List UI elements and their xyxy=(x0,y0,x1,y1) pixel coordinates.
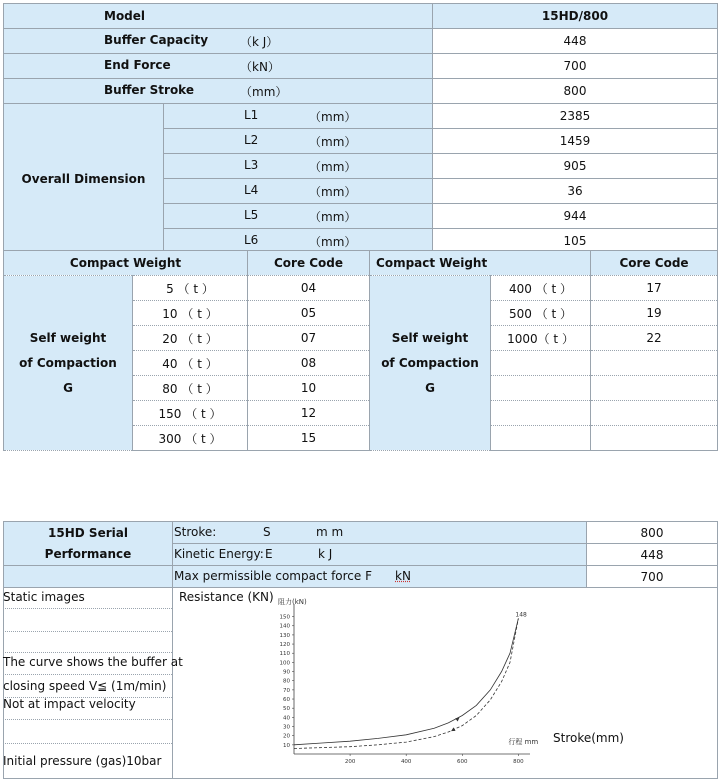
note-rule xyxy=(3,652,172,654)
weight-cell: 1000（ t ） xyxy=(491,326,591,351)
overall-dimension-label: Overall Dimension xyxy=(4,104,164,254)
dim-l2-label: L2 （mm） xyxy=(164,129,433,154)
dim-l3-value: 905 xyxy=(433,154,718,179)
x-tick-label: 600 xyxy=(457,759,468,765)
weight-cell xyxy=(491,376,591,401)
dim-l6-value: 105 xyxy=(433,229,718,254)
y-tick-label: 120 xyxy=(279,642,290,649)
code-cell-empty xyxy=(591,426,718,451)
arrow-down-icon xyxy=(450,727,455,732)
code-cell xyxy=(591,351,718,376)
weight-cell: 40 （ t ） xyxy=(133,351,248,376)
model-label: Model xyxy=(4,4,433,29)
y-tick-label: 40 xyxy=(283,715,290,722)
chart-xlabel: 行程 mm xyxy=(508,738,539,746)
buffer-capacity-label: Buffer Capacity （k J） xyxy=(4,29,433,54)
code-cell: 19 xyxy=(591,301,718,326)
weight-cell xyxy=(491,401,591,426)
note-rule xyxy=(3,674,172,676)
note-curve: The curve shows the buffer at xyxy=(3,655,183,669)
note-rule xyxy=(3,608,172,610)
y-tick-label: 130 xyxy=(279,632,290,639)
self-weight-label-left: Self weight of Compaction G xyxy=(4,276,133,451)
y-tick-label: 110 xyxy=(279,651,290,658)
y-tick-label: 50 xyxy=(283,706,290,713)
code-cell: 07 xyxy=(248,326,370,351)
end-force-label: End Force （kN） xyxy=(4,54,433,79)
energy-row: Kinetic Energy: E k J xyxy=(173,544,587,566)
chart-ticks xyxy=(280,615,525,765)
note-rule xyxy=(3,719,172,721)
chart-ylabel: 阻力(kN) xyxy=(278,598,307,606)
buffer-capacity-value: 448 xyxy=(433,29,718,54)
note-velocity: Not at impact velocity xyxy=(3,697,136,711)
energy-value: 448 xyxy=(587,544,718,566)
y-tick-label: 100 xyxy=(279,660,290,667)
note-pressure: Initial pressure (gas)10bar xyxy=(3,754,162,768)
y-tick-label: 90 xyxy=(283,669,290,676)
code-cell: 04 xyxy=(248,276,370,301)
y-tick-label: 70 xyxy=(283,687,290,694)
dim-l5-label: L5 （mm） xyxy=(164,204,433,229)
dim-l6-label: L6 （mm） xyxy=(164,229,433,254)
force-value: 700 xyxy=(587,566,718,588)
dim-l1-label: L1 （mm） xyxy=(164,104,433,129)
buffer-stroke-label: Buffer Stroke （mm） xyxy=(4,79,433,104)
return-curve xyxy=(294,618,518,748)
weight-cell: 150 （ t ） xyxy=(133,401,248,426)
note-rule xyxy=(3,743,172,745)
weight-cell: 5 （ t ） xyxy=(133,276,248,301)
code-cell xyxy=(591,376,718,401)
weight-cell: 400 （ t ） xyxy=(491,276,591,301)
code-cell: 12 xyxy=(248,401,370,426)
code-cell xyxy=(591,401,718,426)
static-images-label: Static images xyxy=(3,590,85,604)
code-cell: 17 xyxy=(591,276,718,301)
dim-l1-value: 2385 xyxy=(433,104,718,129)
x-tick-label: 400 xyxy=(400,759,412,765)
x-tick-label: 200 xyxy=(344,759,356,765)
buffer-stroke-value: 800 xyxy=(433,79,718,104)
weight-cell: 20 （ t ） xyxy=(133,326,248,351)
chart-series xyxy=(294,618,518,748)
force-spacer xyxy=(4,566,173,588)
weight-cell-empty xyxy=(491,426,591,451)
compact-weight-header-right: Compact Weight xyxy=(370,251,591,276)
core-code-header-left: Core Code xyxy=(248,251,370,276)
code-cell: 10 xyxy=(248,376,370,401)
weight-cell: 300 （ t ） xyxy=(133,426,248,451)
serial-label: 15HD Serial Performance xyxy=(4,522,173,566)
code-cell: 22 xyxy=(591,326,718,351)
resistance-stroke-chart xyxy=(274,594,540,774)
weight-cell: 80 （ t ） xyxy=(133,376,248,401)
dim-l4-label: L4 （mm） xyxy=(164,179,433,204)
code-cell: 08 xyxy=(248,351,370,376)
y-tick-label: 140 xyxy=(279,623,290,630)
chart-axes xyxy=(294,604,530,754)
x-tick-label: 800 xyxy=(513,759,524,765)
y-tick-label: 30 xyxy=(283,724,290,731)
code-cell: 15 xyxy=(248,426,370,451)
y-tick-label: 20 xyxy=(283,733,290,740)
end-force-value: 700 xyxy=(433,54,718,79)
y-tick-label: 10 xyxy=(283,742,290,749)
y-tick-label: 150 xyxy=(279,614,290,621)
weight-cell xyxy=(491,351,591,376)
dim-l5-value: 944 xyxy=(433,204,718,229)
note-rule xyxy=(3,631,172,633)
stroke-value: 800 xyxy=(587,522,718,544)
code-cell: 05 xyxy=(248,301,370,326)
weight-cell: 500 （ t ） xyxy=(491,301,591,326)
model-value: 15HD/800 xyxy=(433,4,718,29)
compact-weight-header-left: Compact Weight xyxy=(4,251,248,276)
resistance-label: Resistance (KN) xyxy=(179,590,274,604)
dim-l2-value: 1459 xyxy=(433,129,718,154)
spec-table xyxy=(3,3,718,254)
y-tick-label: 80 xyxy=(283,678,290,685)
dim-l3-label: L3 （mm） xyxy=(164,154,433,179)
stroke-axis-label: Stroke(mm) xyxy=(553,731,624,745)
compression-curve xyxy=(294,618,518,744)
core-code-header-right: Core Code xyxy=(591,251,718,276)
stroke-row: Stroke: S m m xyxy=(173,522,587,544)
chart-peak-label: 148 xyxy=(515,611,527,619)
weight-table xyxy=(3,250,718,451)
dim-l4-value: 36 xyxy=(433,179,718,204)
y-tick-label: 60 xyxy=(283,697,290,704)
note-speed: closing speed V≦ (1m/min) xyxy=(3,679,167,693)
self-weight-label-right: Self weight of Compaction G xyxy=(370,276,491,451)
weight-cell: 10 （ t ） xyxy=(133,301,248,326)
force-row: Max permissible compact force F kN xyxy=(173,566,587,588)
